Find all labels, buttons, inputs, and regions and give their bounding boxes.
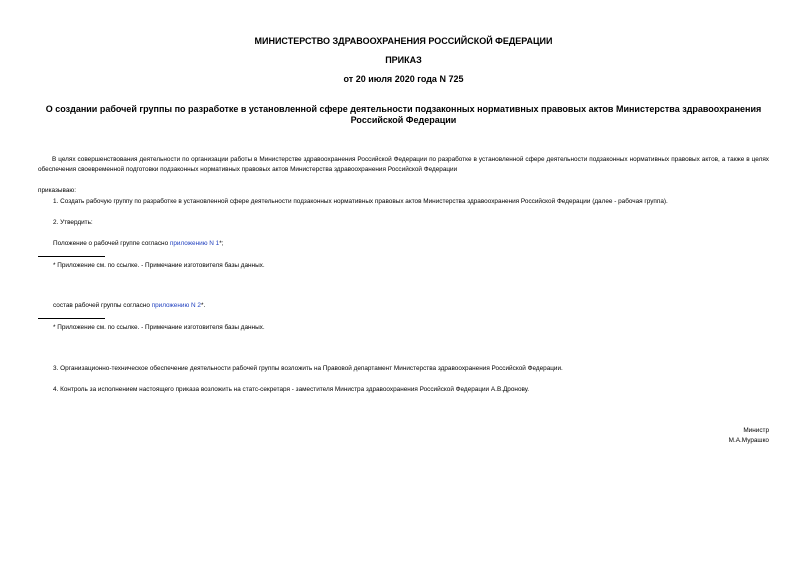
- preamble-paragraph: В целях совершенствования деятельности по организации работы в Министерстве здравоохранения Российской Федерации по разработке в установленной сфере деятельности подзаконных нормативных правовых актов, а также в целях обеспечения своевременной подготовки подзаконных нормативных правовых актов Министерства здравоохранения Российской Федерации: [38, 156, 769, 173]
- appendix-1-link[interactable]: приложению N 1: [169, 240, 220, 247]
- appendix-2-link[interactable]: приложению N 2: [151, 302, 201, 309]
- footnote-2: * Приложение см. по ссылке. - Примечание изготовителя базы данных.: [53, 324, 265, 331]
- item-4: 4. Контроль за исполнением настоящего приказа возложить на статс-секретаря - заместителя Министра здравоохранения Российской Федерации А.В.Дронову.: [53, 386, 530, 393]
- item-2: 2. Утвердить:: [53, 219, 93, 226]
- signature-name: М.А.Мурашко: [728, 437, 769, 444]
- footnote-rule-2: [38, 318, 105, 319]
- footnote-rule-1: [38, 256, 105, 257]
- approve-item-1-suffix: *;: [219, 240, 224, 247]
- item-1: 1. Создать рабочую группу по разработке в установленной сфере деятельности подзаконных нормативных правовых актов Министерства здравоохранения Российской Федерации (далее - рабочая группа).: [53, 198, 668, 205]
- approve-item-2-suffix: *.: [200, 302, 206, 309]
- ministry-heading: МИНИСТЕРСТВО ЗДРАВООХРАНЕНИЯ РОССИЙСКОЙ ФЕДЕРАЦИИ: [254, 36, 553, 46]
- doc-date-number: от 20 июля 2020 года N 725: [343, 74, 464, 84]
- order-word: приказываю:: [38, 187, 76, 194]
- doc-title: О создании рабочей группы по разработке в установленной сфере деятельности подзаконных нормативных правовых актов Министерства здравоохранения Российской Федерации: [45, 104, 762, 125]
- approve-item-1: [53, 239, 223, 248]
- doc-type-heading: ПРИКАЗ: [385, 55, 422, 65]
- approve-item-1-text: Положение о рабочей группе согласно: [53, 240, 170, 247]
- signature-position: Министр: [743, 427, 769, 434]
- approve-item-2: [53, 301, 205, 310]
- footnote-1: * Приложение см. по ссылке. - Примечание изготовителя базы данных.: [53, 262, 265, 269]
- approve-item-2-text: состав рабочей группы согласно: [53, 302, 152, 309]
- item-3: 3. Организационно-техническое обеспечение деятельности рабочей группы возложить на Правовой департамент Министерства здравоохранения Российской Федерации.: [53, 365, 563, 372]
